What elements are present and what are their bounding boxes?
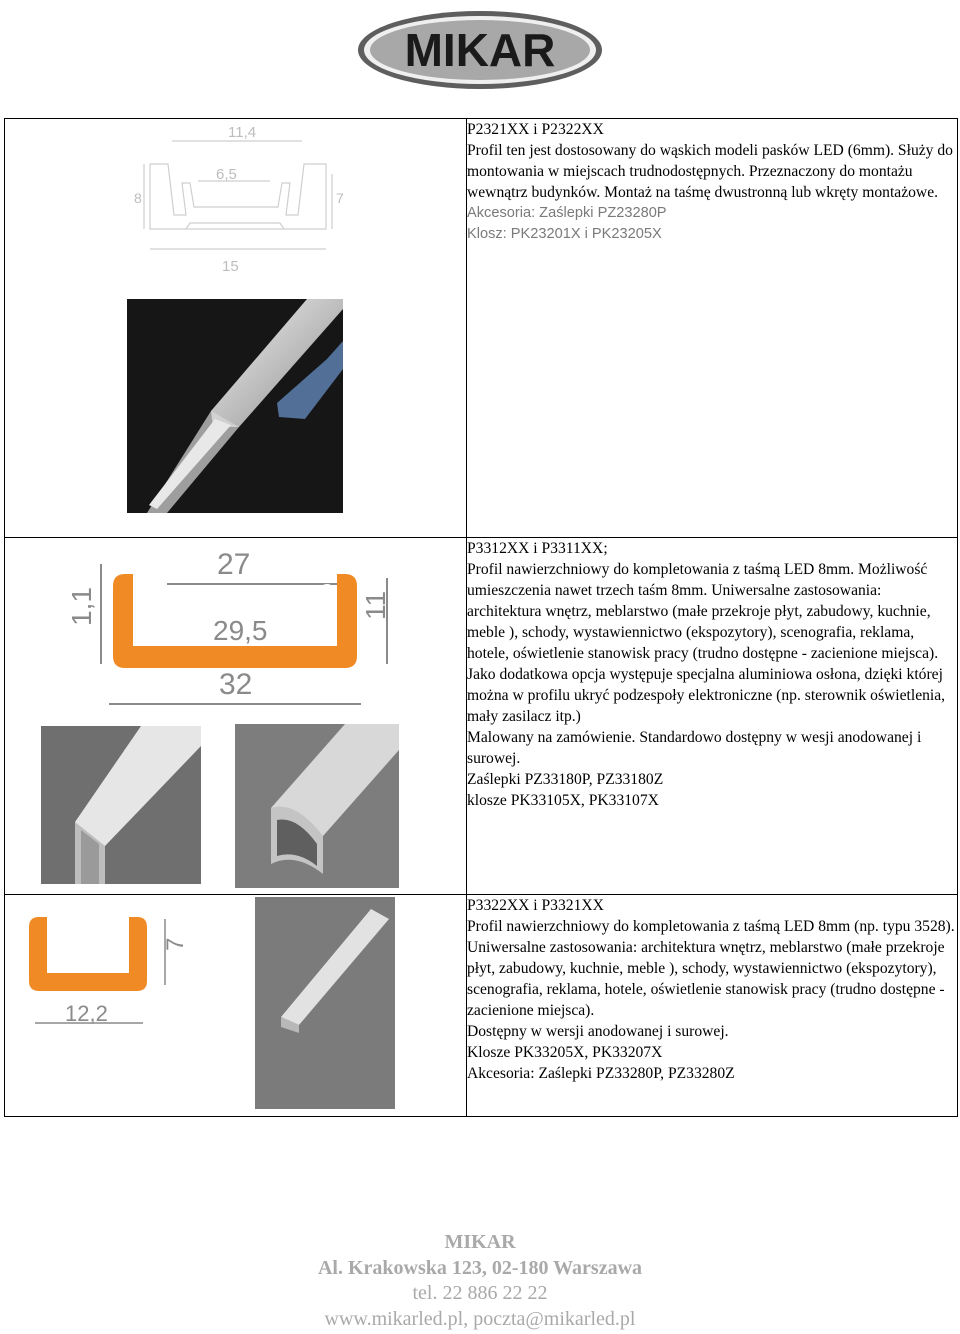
product-1-title: P2321XX i P2322XX [467,121,604,138]
product-2-option: Jako dodatkowa opcja występuje specjalna aluminiowa osłona, dzięki której można w profilu ukryć podzespoły elektroniczne (np. sterownik oświetlenia, mały zasilacz itp.) [467,666,946,725]
profile-3-drawing [25,909,205,1039]
product-1-accessories: Akcesoria: Zaślepki PZ23280P [467,205,667,221]
product-3-availability: Dostępny w wersji anodowanej i surowej. [467,1023,729,1040]
dim-1-top: 11,4 [228,124,257,141]
product-2-title: P3312XX i P3311XX; [467,540,608,557]
product-2-covers: klosze PK33105X, PK33107X [467,792,659,809]
product-2-photo-b [235,724,399,888]
profile-1-drawing [130,119,350,279]
footer [0,1230,960,1332]
product-1-text [467,119,958,538]
dim-1-right: 7 [336,190,344,206]
product-3-text [467,895,958,1117]
product-row-1 [5,119,958,538]
product-3-covers: Klosze PK33205X, PK33207X [467,1044,663,1061]
product-2-text [467,538,958,895]
dim-2-inner-top: 27 [217,548,251,581]
product-1-photo [127,299,343,513]
dim-1-bottom: 15 [222,258,239,275]
dim-2-left: 1,1 [66,587,97,626]
product-3-images [5,895,467,1117]
dim-3-height: 7 [162,937,189,951]
product-2-images [5,538,467,895]
profile-2-drawing [65,544,425,716]
dim-2-outer: 32 [219,668,253,701]
product-row-3 [5,895,958,1117]
product-1-images [5,119,467,538]
product-2-finish: Malowany na zamówienie. Standardowo dostępny w wesji anodowanej i surowej. [467,729,922,767]
product-2-desc: Profil nawierzchniowy do kompletowania z taśmą LED 8mm. Możliwość umieszczenia nawet trzech taśm 8mm. Uniwersalne zastosowania: architektura wnętrz, meblarstwo (małe przekroje płyt, zabudowy, kuchnie, meble ), schody, wystawiennictwo (ekspozytory), scenografia, reklama, hotele, oświetlenie stanowisk pracy (trudno dostępne - zacienione miejsca). [467,561,939,662]
product-1-cover: Klosz: PK23201X i PK23205X [467,226,662,242]
product-1-desc: Profil ten jest dostosowany do wąskich modeli pasków LED (6mm). Służy do montowania w miejscach trudnodostępnych. Przeznaczony do montażu wewnątrz budynków. Montaż na taśmę dwustronną lub wkręty montażowe. [467,142,953,201]
footer-address: Al. Krakowska 123, 02-180 Warszawa [317,1256,643,1279]
product-3-desc: Profil nawierzchniowy do kompletowania z taśmą LED 8mm (np. typu 3528). Uniwersalne zastosowania: architektura wnętrz, meblarstwo (małe przekroje płyt, zabudowy, kuchnie, meble ), schody, wystawiennictwo (ekspozytory), scenografia, reklama, hotele, oświetlenie stanowisk pracy (trudno dostępne - zacienione miejsca). [467,918,955,1019]
dim-1-left: 8 [134,190,142,206]
footer-phone: tel. 22 886 22 22 [412,1282,548,1304]
footer-company: MIKAR [444,1231,516,1253]
product-row-2 [5,538,958,895]
product-3-photo [255,897,395,1109]
product-3-accessories: Akcesoria: Zaślepki PZ33280P, PZ33280Z [467,1065,735,1082]
products-table [4,118,958,1117]
product-2-caps: Zaślepki PZ33180P, PZ33180Z [467,771,664,788]
product-2-photo-a [41,726,201,884]
dim-2-inner: 29,5 [213,615,268,646]
dim-3-width: 12,2 [65,1001,108,1026]
mikar-logo [355,8,605,92]
dim-2-right: 11 [360,590,391,620]
logo-text: MIKAR [404,24,556,76]
product-3-title: P3322XX i P3321XX [467,897,604,914]
dim-1-inner: 6,5 [216,166,237,183]
footer-web: www.mikarled.pl, poczta@mikarled.pl [324,1307,636,1330]
